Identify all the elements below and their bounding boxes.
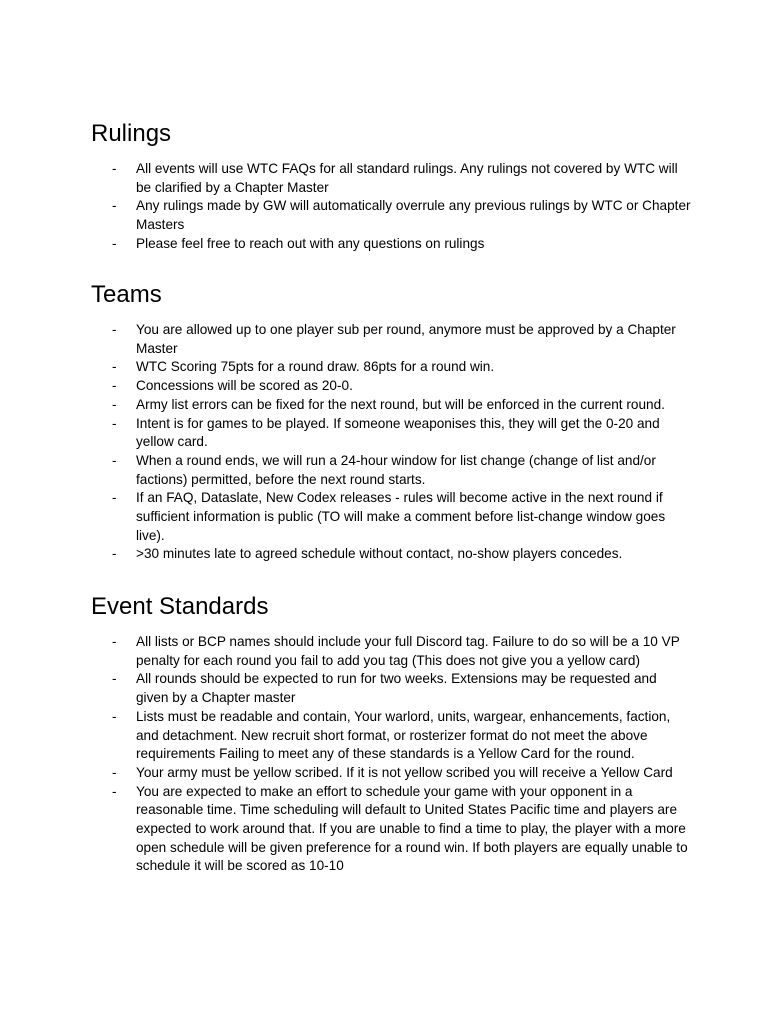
list-item-text: All lists or BCP names should include your full Discord tag. Failure to do so will be a 10 VP penalty for each round you fail to add you tag (This does not give you a yellow card) — [136, 634, 680, 668]
list-item-text: You are expected to make an effort to schedule your game with your opponent in a reasonable time. Time scheduling will default to United States Pacific time and players are expected to work around that. If you are unable to find a time to play, the player with a more open schedule will be given preference for a round win. If both players are equally unable to schedule it will be scored as 10-10 — [136, 783, 688, 874]
event-standards-section — [91, 593, 691, 876]
bullet-dash: - — [112, 708, 117, 724]
list-item-text: Army list errors can be fixed for the next round, but will be enforced in the current round. — [136, 396, 665, 412]
teams-section — [91, 281, 691, 564]
bullet-dash: - — [112, 198, 117, 214]
bullet-dash: - — [112, 161, 117, 176]
bullet-dash: - — [112, 378, 117, 394]
list-item — [91, 160, 691, 197]
list-item — [91, 783, 691, 877]
list-item — [91, 415, 691, 452]
rulings-list — [91, 160, 691, 254]
bullet-dash: - — [112, 634, 117, 649]
bullet-dash: - — [112, 764, 117, 780]
list-item-text: Any rulings made by GW will automatically overrule any previous rulings by WTC or Chapter Masters — [136, 198, 691, 233]
bullet-dash: - — [112, 415, 117, 431]
event-standards-list — [91, 633, 691, 876]
list-item — [91, 197, 691, 234]
list-item — [91, 489, 691, 545]
bullet-dash: - — [112, 490, 117, 506]
bullet-dash: - — [112, 452, 117, 468]
list-item-text: If an FAQ, Dataslate, New Codex releases - rules will become active in the next round if sufficient information is public (TO will make a comment before list-change window goes live). — [136, 490, 666, 543]
bullet-dash: - — [112, 235, 117, 251]
list-item — [91, 358, 691, 377]
list-item-text: When a round ends, we will run a 24-hour window for list change (change of list and/or factions) permitted, before the next round starts. — [136, 452, 656, 487]
list-item-text: WTC Scoring 75pts for a round draw. 86pts for a round win. — [136, 359, 495, 375]
list-item-text: Concessions will be scored as 20-0. — [136, 378, 353, 394]
list-item — [91, 452, 691, 489]
list-item — [91, 764, 691, 783]
list-item-text: >30 minutes late to agreed schedule without contact, no-show players concedes. — [136, 546, 623, 562]
bullet-dash: - — [112, 671, 117, 687]
list-item-text: All events will use WTC FAQs for all standard rulings. Any rulings not covered by WTC will be clarified by a Chapter Master — [136, 161, 678, 195]
list-item-text: You are allowed up to one player sub per round, anymore must be approved by a Chapter Master — [136, 322, 676, 356]
list-item — [91, 633, 691, 670]
list-item-text: Intent is for games to be played. If someone weaponises this, they will get the 0-20 and yellow card. — [136, 415, 660, 450]
list-item — [91, 321, 691, 358]
list-item-text: Your army must be yellow scribed. If it is not yellow scribed you will receive a Yellow Card — [136, 764, 673, 780]
list-item — [91, 545, 691, 564]
list-item — [91, 670, 691, 707]
bullet-dash: - — [112, 546, 117, 562]
rulings-section — [91, 120, 691, 254]
list-item — [91, 377, 691, 396]
bullet-dash: - — [112, 322, 117, 337]
list-item-text: Please feel free to reach out with any questions on rulings — [136, 235, 485, 251]
list-item-text: Lists must be readable and contain, Your warlord, units, wargear, enhancements, faction, and detachment. New recruit short format, or rosterizer format do not meet the above requirements Failing to meet any of these standards is a Yellow Card for the round. — [136, 708, 671, 762]
list-item-text: All rounds should be expected to run for two weeks. Extensions may be requested and given by a Chapter master — [136, 671, 657, 706]
bullet-dash: - — [112, 396, 117, 412]
section-heading-teams: Teams — [91, 281, 162, 308]
section-heading-event-standards: Event Standards — [91, 593, 269, 620]
teams-list — [91, 321, 691, 564]
list-item — [91, 708, 691, 764]
list-item — [91, 235, 691, 254]
section-heading-rulings: Rulings — [91, 120, 172, 147]
bullet-dash: - — [112, 783, 117, 799]
list-item — [91, 396, 691, 415]
bullet-dash: - — [112, 359, 117, 375]
